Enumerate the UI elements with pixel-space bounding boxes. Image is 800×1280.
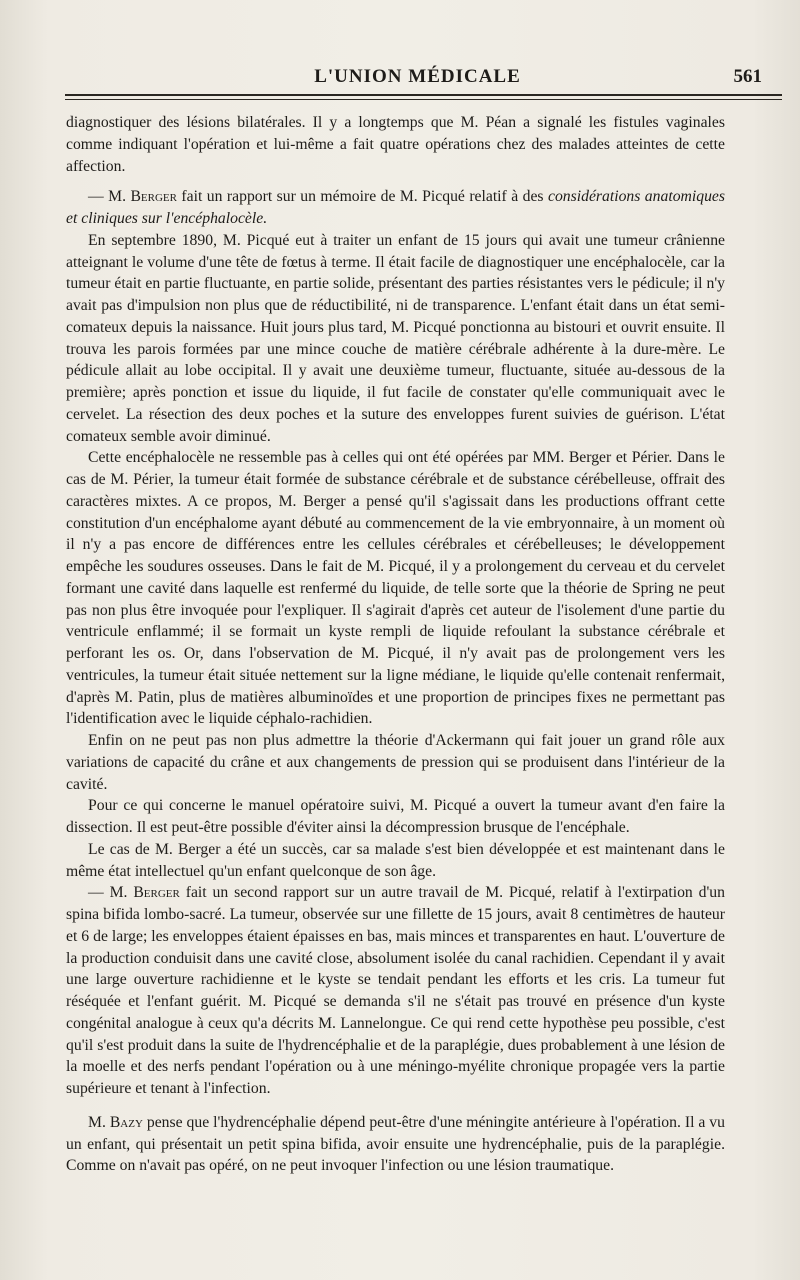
paragraph-berger-report-1 bbox=[66, 186, 725, 230]
paragraph-comparison: Cette encéphalocèle ne ressemble pas à celles qui ont été opérées par MM. Berger et Périer. Dans le cas de M. Périer, la tumeur était formée de substance cérébrale et de substance cérébelleuse, offrait des caractères mixtes. A ce propos, M. Berger a pensé qu'il s'agissait dans les productions offrant cette constitution d'un encéphalome ayant débuté au commencement de la vie embryonnaire, à un moment où il n'y a pas encore de différences entre les cellules cérébrales et cérébelleuses; le développement empêche les soudures osseuses. Dans le fait de M. Picqué, il y a prolongement du cerveau et du cervelet formant une cavité dans laquelle est renfermé du liquide, de telle sorte que la théorie de Spring ne peut pas non plus être invoquée pour l'expliquer. Il s'agirait d'après cet auteur de l'isolement d'une partie du ventricule enflammé; il se formait un kyste rempli de liquide refoulant la substance cérébrale et perforant les os. Or, dans l'observation de M. Picqué, il n'y avait pas de prolongement vers les ventricules, la tumeur était située nettement sur la ligne médiane, le liquide qu'elle contenait renfermait, d'après M. Patin, plus de matières albuminoïdes et une proportion de principes fixes ne permettant pas l'identification avec le liquide céphalo-rachidien. bbox=[66, 449, 725, 728]
article-body bbox=[66, 112, 725, 1177]
dash-lead: — M. bbox=[88, 188, 131, 206]
header-rule-thick bbox=[65, 94, 782, 96]
running-title: L'UNION MÉDICALE bbox=[314, 66, 521, 87]
report-text: fait un rapport sur un mémoire de M. Picqué relatif à des bbox=[176, 188, 548, 206]
header-rule-thin bbox=[65, 99, 782, 100]
page-header bbox=[65, 62, 770, 92]
paragraph-ackermann-theory: Enfin on ne peut pas non plus admettre la théorie d'Ackermann qui fait jouer un grand rôle aux variations de capacité du crâne et aux changements de pression qui se produisent dans l'intérieur de la cavité. bbox=[66, 732, 725, 793]
page-number: 561 bbox=[733, 66, 762, 87]
report-title: considérations anatomiques et cliniques sur l'encéphalocèle. bbox=[66, 188, 725, 227]
paragraph-berger-report-2 bbox=[66, 882, 725, 1100]
paragraph-case-description: En septembre 1890, M. Picqué eut à traiter un enfant de 15 jours qui avait une tumeur crânienne atteignant le volume d'une tête de fœtus à terme. Il était facile de diagnostiquer une encéphalocèle, car la tumeur était en partie fluctuante, en partie solide, présentant des parties résistantes vers le pédicule; il n'y avait pas d'impulsion non plus que de réductibilité, ni de transparence. L'enfant était dans un état semi-comateux depuis la naissance. Huit jours plus tard, M. Picqué ponctionna au bistouri et ouvrit ensuite. Il trouva les parois formées par une mince couche de matière cérébrale adhérente à la dure-mère. Le pédicule allait au lobe occipital. Il y avait une deuxième tumeur, fluctuante, située au-dessous de la première; après ponction et issue du liquide, il fut facile de constater qu'elle communiquait avec le cervelet. La résection des deux poches et la suture des enveloppes furent suivies de guérison. L'état comateux semble avoir diminué. bbox=[66, 231, 725, 445]
paragraph-bazy bbox=[66, 1112, 725, 1177]
paragraph-operative-procedure: Pour ce qui concerne le manuel opératoire suivi, M. Picqué a ouvert la tumeur avant d'en faire la dissection. Il est peut-être possible d'éviter ainsi la décompression brusque de l'encéphale. bbox=[66, 797, 725, 836]
paragraph-berger-case: Le cas de M. Berger a été un succès, car sa malade s'est bien développée et est maintenant dans le même état intellectuel qu'un enfant quelconque de son âge. bbox=[66, 840, 725, 880]
speaker-name: Berger bbox=[130, 188, 177, 206]
bazy-text: pense que l'hydrencéphalie dépend peut-être d'une méningite antérieure à l'opération. Il a vu un enfant, qui présentait un petit spina bifida, avoir ensuite une hydrencéphalie, puis de la paraplégie. Comme on n'avait pas opéré, on ne peut invoquer l'infection ou une lésion traumatique. bbox=[66, 1113, 725, 1175]
report-text: fait un second rapport sur un autre travail de M. Picqué, relatif à l'extirpation d'un spina bifida lombo-sacré. La tumeur, observée sur une fillette de 15 jours, avait 8 centimètres de hauteur et 6 de large; les enveloppes étaient épaisses en bas, mais minces et transparentes en haut. L'ouverture de la production conduisit dans une cavité close, absolument isolée du canal rachidien. Cependant il y avait une large ouverture rachidienne et le kyste se tendait pendant les efforts et les cris. La tumeur fut réséquée et l'enfant guérit. M. Picqué se demanda s'il ne s'était pas trouvé en présence d'un kyste congénital analogue à ceux qu'a décrits M. Lannelongue. Ce qui rend cette hypothèse peu possible, c'est qu'il s'est produit dans la suite de l'hydrencéphalie et de la paraplégie, dues probablement à une lésion de la moelle et des nerfs pendant l'opération ou à une méningo-myélite chronique propagée vers la partie supérieure et tenant à l'infection. bbox=[66, 884, 725, 1097]
speaker-name: Bazy bbox=[109, 1113, 143, 1131]
dash-lead: — M. bbox=[88, 884, 134, 902]
name-lead: M. bbox=[88, 1113, 110, 1131]
speaker-name: Berger bbox=[133, 884, 180, 902]
paragraph-continuation: diagnostiquer des lésions bilatérales. Il y a longtemps que M. Péan a signalé les fistules vaginales comme indiquant l'opération et lui-même a fait quatre opérations chez des malades atteintes de cette affection. bbox=[66, 114, 725, 175]
